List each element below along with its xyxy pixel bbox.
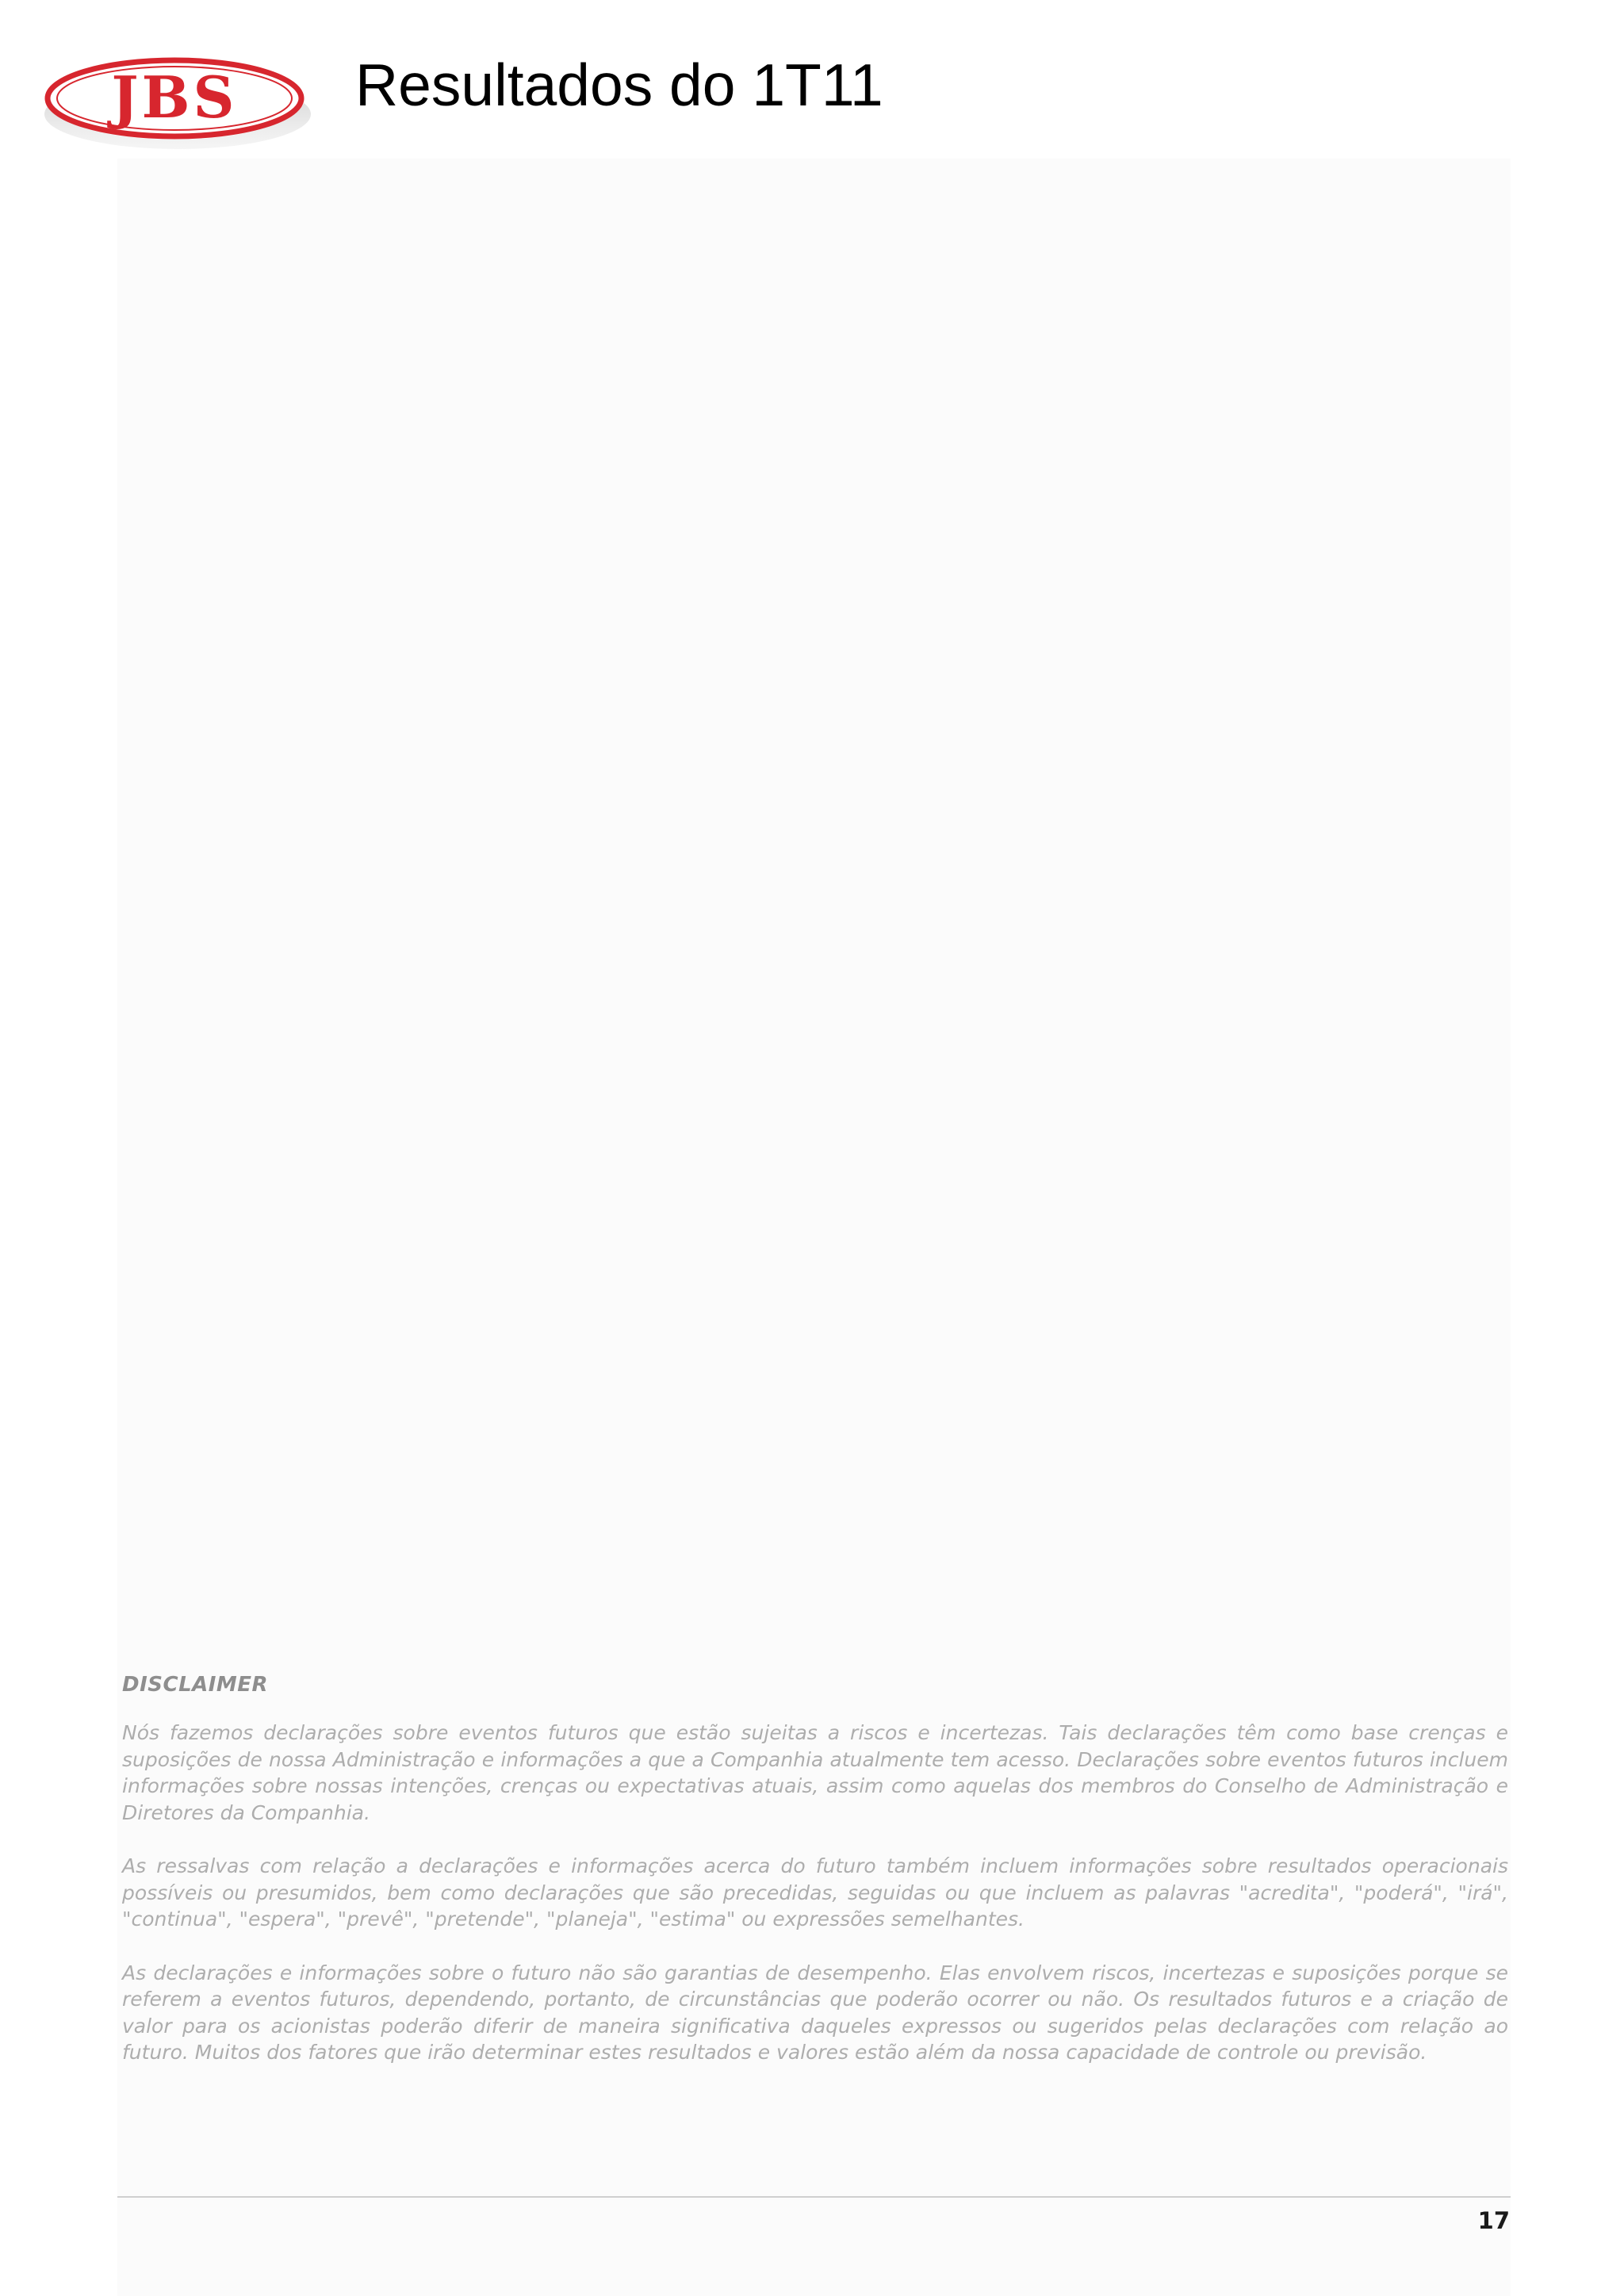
disclaimer-heading: DISCLAIMER [122, 1673, 269, 1697]
jbs-logo [38, 49, 314, 155]
page-title: Resultados do 1T11 [355, 52, 883, 118]
page-header [0, 0, 1624, 159]
disclaimer-section [122, 1673, 1508, 2093]
page-number: 17 [1477, 2207, 1510, 2234]
disclaimer-paragraph: As ressalvas com relação a declarações e informações acerca do futuro também incluem informações sobre resultados operacionais possíveis ou presumidos, bem como declarações que são precedidas, seguidas ou que incluem as palavras "acredita", "poderá", "irá", "continua", "espera", "prevê", "pretende", "planeja", "estima" ou expressões semelhantes. [122, 1854, 1508, 1931]
logo-text: JBS [111, 63, 238, 131]
footer-divider [117, 2196, 1511, 2198]
disclaimer-paragraph: As declarações e informações sobre o futuro não são garantias de desempenho. Elas envolvem riscos, incertezas e suposições porque se referem a eventos futuros, dependendo, portanto, de circunstâncias que poderão ocorrer ou não. Os resultados futuros e a criação de valor para os acionistas poderão diferir de maneira significativa daqueles expressos ou sugeridos pelas declarações com relação ao futuro. Muitos dos fatores que irão determinar estes resultados e valores estão além da nossa capacidade de controle ou previsão. [122, 1961, 1508, 2064]
disclaimer-paragraph: Nós fazemos declarações sobre eventos futuros que estão sujeitas a riscos e incertezas. Tais declarações têm como base crenças e suposições de nossa Administração e informações a que a Companhia atualmente tem acesso. Declarações sobre eventos futuros incluem informações sobre nossas intenções, crenças ou expectativas atuais, assim como aquelas dos membros do Conselho de Administração e Diretores da Companhia. [122, 1721, 1508, 1824]
